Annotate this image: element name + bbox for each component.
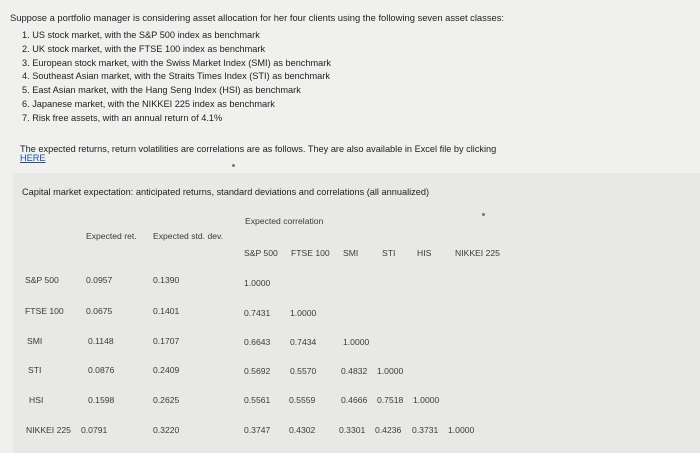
expected-std-value: 0.1707 bbox=[153, 336, 180, 346]
corr-col-header: STI bbox=[382, 248, 396, 258]
header-expected-std: Expected std. dev. bbox=[153, 231, 224, 241]
correlation-value: 1.0000 bbox=[413, 395, 440, 405]
asset-class-item: 5. East Asian market, with the Hang Seng Index (HSI) as benchmark bbox=[22, 85, 301, 96]
corr-col-header: S&P 500 bbox=[244, 248, 278, 258]
expected-std-value: 0.3220 bbox=[153, 425, 180, 435]
asset-class-list bbox=[22, 29, 331, 126]
asset-class-item: 3. European stock market, with the Swiss Market Index (SMI) as benchmark bbox=[22, 57, 331, 68]
correlation-value: 0.5692 bbox=[244, 366, 271, 376]
correlation-value: 0.5561 bbox=[244, 395, 271, 405]
correlation-value: 1.0000 bbox=[343, 337, 370, 347]
expected-std-value: 0.2625 bbox=[153, 395, 180, 405]
correlation-value: 0.3301 bbox=[339, 425, 366, 435]
asset-class-item: 1. US stock market, with the S&P 500 index as benchmark bbox=[22, 30, 260, 40]
correlation-value: 1.0000 bbox=[290, 308, 317, 318]
corr-col-header: NIKKEI 225 bbox=[455, 248, 500, 258]
correlation-value: 0.6643 bbox=[244, 337, 271, 347]
correlation-value: 0.7518 bbox=[377, 395, 404, 405]
corr-col-header: FTSE 100 bbox=[291, 248, 330, 258]
correlation-value: 0.4832 bbox=[341, 366, 368, 376]
correlation-value: 1.0000 bbox=[448, 425, 475, 435]
expected-return-value: 0.0675 bbox=[86, 306, 113, 316]
scan-speck bbox=[232, 164, 235, 167]
expected-return-value: 0.1148 bbox=[88, 336, 114, 346]
table-caption: Capital market expectation: anticipated returns, standard deviations and correlations (all annualized) bbox=[22, 187, 430, 197]
excel-file-link[interactable]: HERE bbox=[20, 153, 46, 163]
correlation-value: 1.0000 bbox=[377, 366, 404, 376]
correlation-value: 0.7434 bbox=[290, 337, 317, 347]
asset-class-item: 2. UK stock market, with the FTSE 100 index as benchmark bbox=[22, 43, 266, 54]
row-label: FTSE 100 bbox=[25, 306, 64, 316]
expected-std-value: 0.1401 bbox=[153, 306, 180, 316]
row-label: NIKKEI 225 bbox=[26, 425, 71, 435]
correlation-value: 0.3731 bbox=[412, 425, 439, 435]
correlation-value: 0.4302 bbox=[289, 425, 316, 435]
asset-class-item: 6. Japanese market, with the NIKKEI 225 index as benchmark bbox=[22, 98, 275, 109]
expected-return-value: 0.0791 bbox=[81, 425, 108, 435]
intro-text: Suppose a portfolio manager is considering asset allocation for her four clients using the following seven asset classes: bbox=[10, 12, 505, 23]
correlation-value: 0.4236 bbox=[375, 425, 402, 435]
asset-class-item: 4. Southeast Asian market, with the Straits Times Index (STI) as benchmark bbox=[22, 71, 330, 82]
correlation-value: 0.5570 bbox=[290, 366, 317, 376]
correlation-value: 0.7431 bbox=[244, 308, 271, 318]
scan-speck bbox=[482, 213, 485, 216]
correlation-value: 0.4666 bbox=[341, 395, 368, 405]
row-label: HSI bbox=[29, 395, 44, 405]
header-expected-return: Expected ret. bbox=[86, 231, 137, 241]
correlation-value: 0.5559 bbox=[289, 395, 316, 405]
expected-return-value: 0.0876 bbox=[88, 365, 115, 375]
expected-return-value: 0.1598 bbox=[88, 395, 115, 405]
expected-std-value: 0.1390 bbox=[153, 275, 180, 285]
correlation-value: 0.3747 bbox=[244, 425, 271, 435]
row-label: S&P 500 bbox=[25, 275, 59, 285]
correlation-value: 1.0000 bbox=[244, 278, 271, 288]
row-label: SMI bbox=[27, 336, 43, 346]
expected-std-value: 0.2409 bbox=[153, 365, 180, 375]
asset-class-item: 7. Risk free assets, with an annual return of 4.1% bbox=[22, 112, 223, 123]
row-label: STI bbox=[28, 365, 42, 375]
table-image-panel bbox=[13, 173, 700, 453]
corr-col-header: SMI bbox=[343, 248, 359, 258]
header-expected-correlation: Expected correlation bbox=[245, 216, 324, 226]
expected-return-value: 0.0957 bbox=[86, 275, 113, 285]
expectations-text: The expected returns, return volatilities are correlations are as follows. They are also available in Excel file by clicking bbox=[20, 144, 497, 154]
corr-col-header: HIS bbox=[417, 248, 432, 258]
